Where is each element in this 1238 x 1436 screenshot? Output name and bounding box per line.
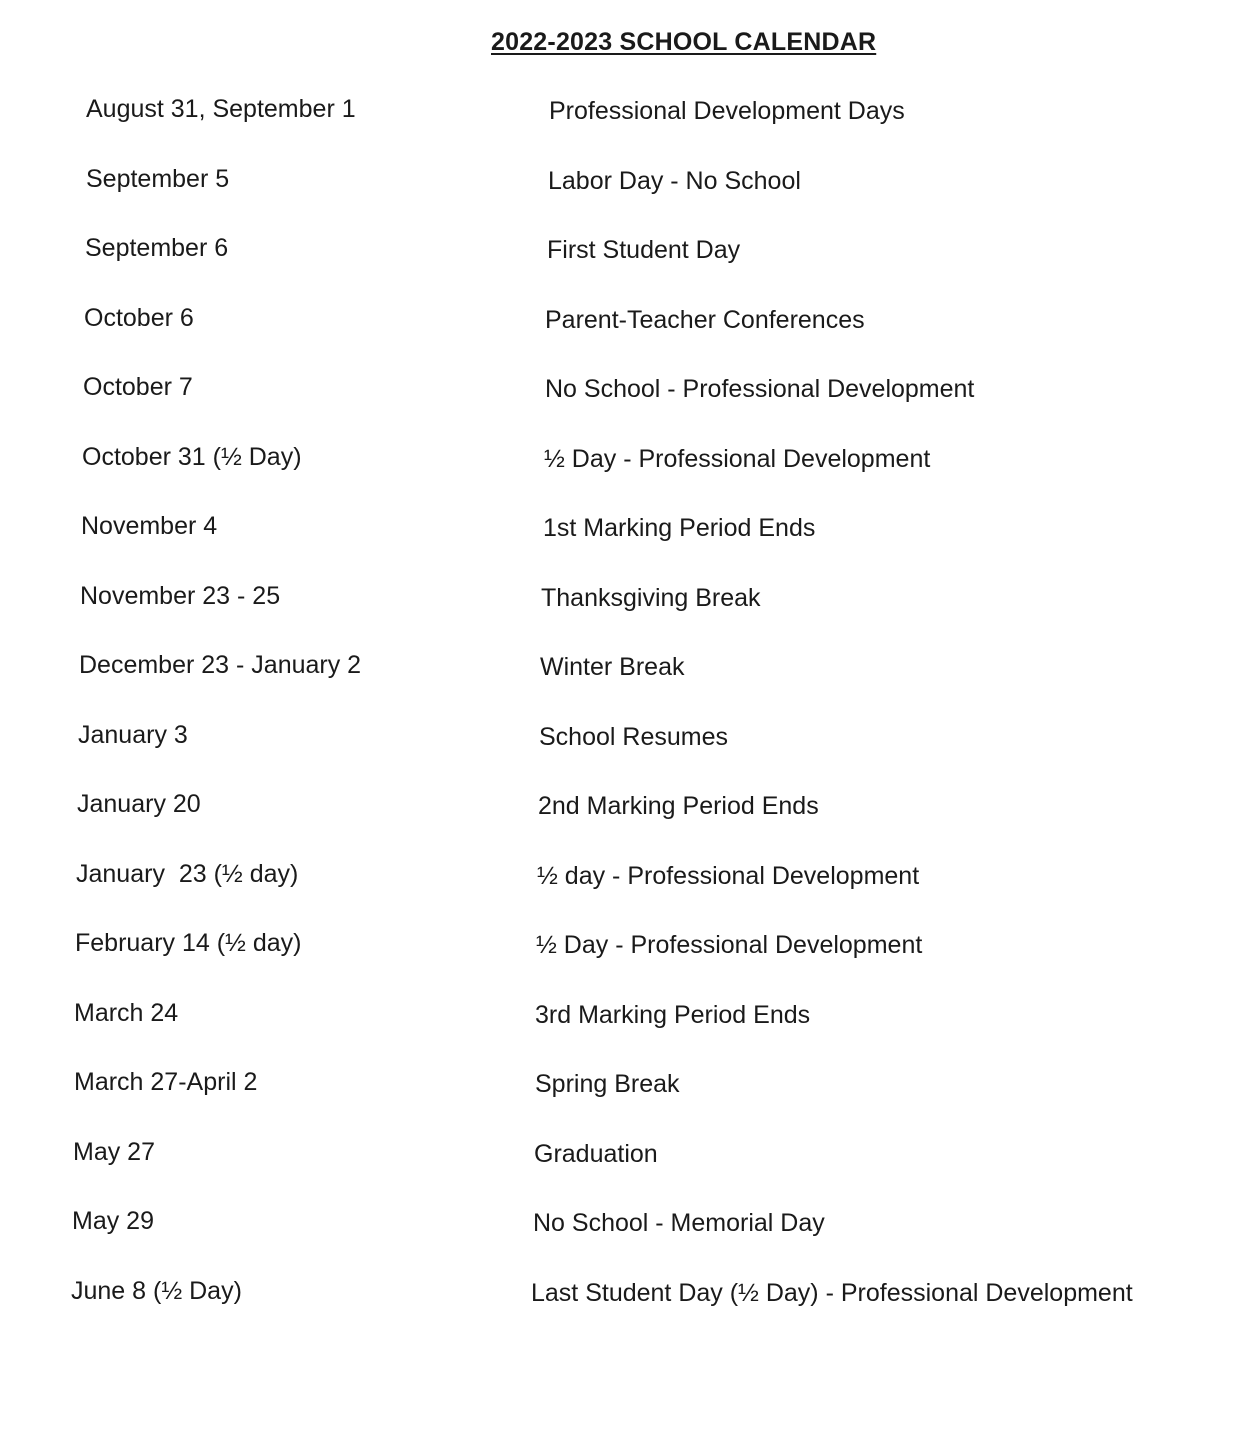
- calendar-date: June 8 (½ Day): [71, 1276, 242, 1305]
- calendar-event: 1st Marking Period Ends: [543, 514, 816, 542]
- calendar-date: February 14 (½ day): [75, 929, 302, 957]
- calendar-date: November 23 - 25: [80, 581, 281, 610]
- calendar-date: October 31 (½ Day): [82, 442, 302, 471]
- calendar-event: Thanksgiving Break: [541, 583, 761, 612]
- calendar-row: [0, 999, 1238, 1069]
- calendar-row: [0, 1138, 1238, 1208]
- calendar-event: Professional Development Days: [549, 97, 905, 125]
- calendar-row: [0, 651, 1238, 721]
- calendar-event: ½ Day - Professional Development: [536, 931, 923, 959]
- calendar-event: Parent-Teacher Conferences: [545, 305, 865, 334]
- calendar-event: Spring Break: [535, 1070, 680, 1098]
- calendar-event: School Resumes: [539, 722, 728, 751]
- calendar-date: January 23 (½ day): [76, 859, 299, 888]
- calendar-event: Last Student Day (½ Day) - Professional Development: [531, 1278, 1133, 1307]
- calendar-date: May 29: [72, 1207, 154, 1235]
- calendar-event: No School - Memorial Day: [533, 1209, 825, 1237]
- calendar-event: Graduation: [534, 1139, 658, 1168]
- calendar-event: ½ Day - Professional Development: [544, 444, 931, 473]
- calendar-event: 3rd Marking Period Ends: [535, 1000, 811, 1029]
- calendar-row: [0, 929, 1238, 999]
- calendar-date: September 6: [85, 234, 229, 262]
- calendar-row: [0, 1068, 1238, 1138]
- calendar-row: [0, 165, 1238, 235]
- calendar-event: No School - Professional Development: [545, 375, 975, 403]
- calendar-list: [0, 95, 1238, 1346]
- calendar-row: [0, 304, 1238, 374]
- calendar-row: [0, 95, 1238, 165]
- calendar-row: [0, 373, 1238, 443]
- calendar-event: 2nd Marking Period Ends: [538, 792, 819, 820]
- calendar-date: October 6: [84, 303, 194, 332]
- calendar-date: January 20: [77, 790, 201, 818]
- calendar-row: [0, 582, 1238, 652]
- calendar-row: [0, 721, 1238, 791]
- calendar-date: March 27-April 2: [74, 1068, 258, 1096]
- calendar-date: November 4: [81, 512, 218, 540]
- calendar-date: May 27: [73, 1137, 155, 1166]
- page-title: 2022-2023 SCHOOL CALENDAR: [491, 28, 877, 56]
- calendar-event: First Student Day: [547, 236, 741, 264]
- calendar-row: [0, 790, 1238, 860]
- calendar-event: Winter Break: [540, 653, 685, 681]
- calendar-date: October 7: [83, 373, 193, 401]
- calendar-date: August 31, September 1: [86, 95, 356, 123]
- calendar-date: March 24: [74, 998, 179, 1027]
- calendar-event: Labor Day - No School: [548, 166, 801, 195]
- calendar-row: [0, 512, 1238, 582]
- calendar-date: January 3: [78, 720, 188, 749]
- calendar-row: [0, 860, 1238, 930]
- calendar-date: September 5: [86, 164, 230, 193]
- calendar-row: [0, 234, 1238, 304]
- calendar-row: [0, 1207, 1238, 1277]
- calendar-date: December 23 - January 2: [79, 651, 362, 679]
- calendar-event: ½ day - Professional Development: [537, 861, 920, 890]
- calendar-row: [0, 1277, 1238, 1347]
- calendar-row: [0, 443, 1238, 513]
